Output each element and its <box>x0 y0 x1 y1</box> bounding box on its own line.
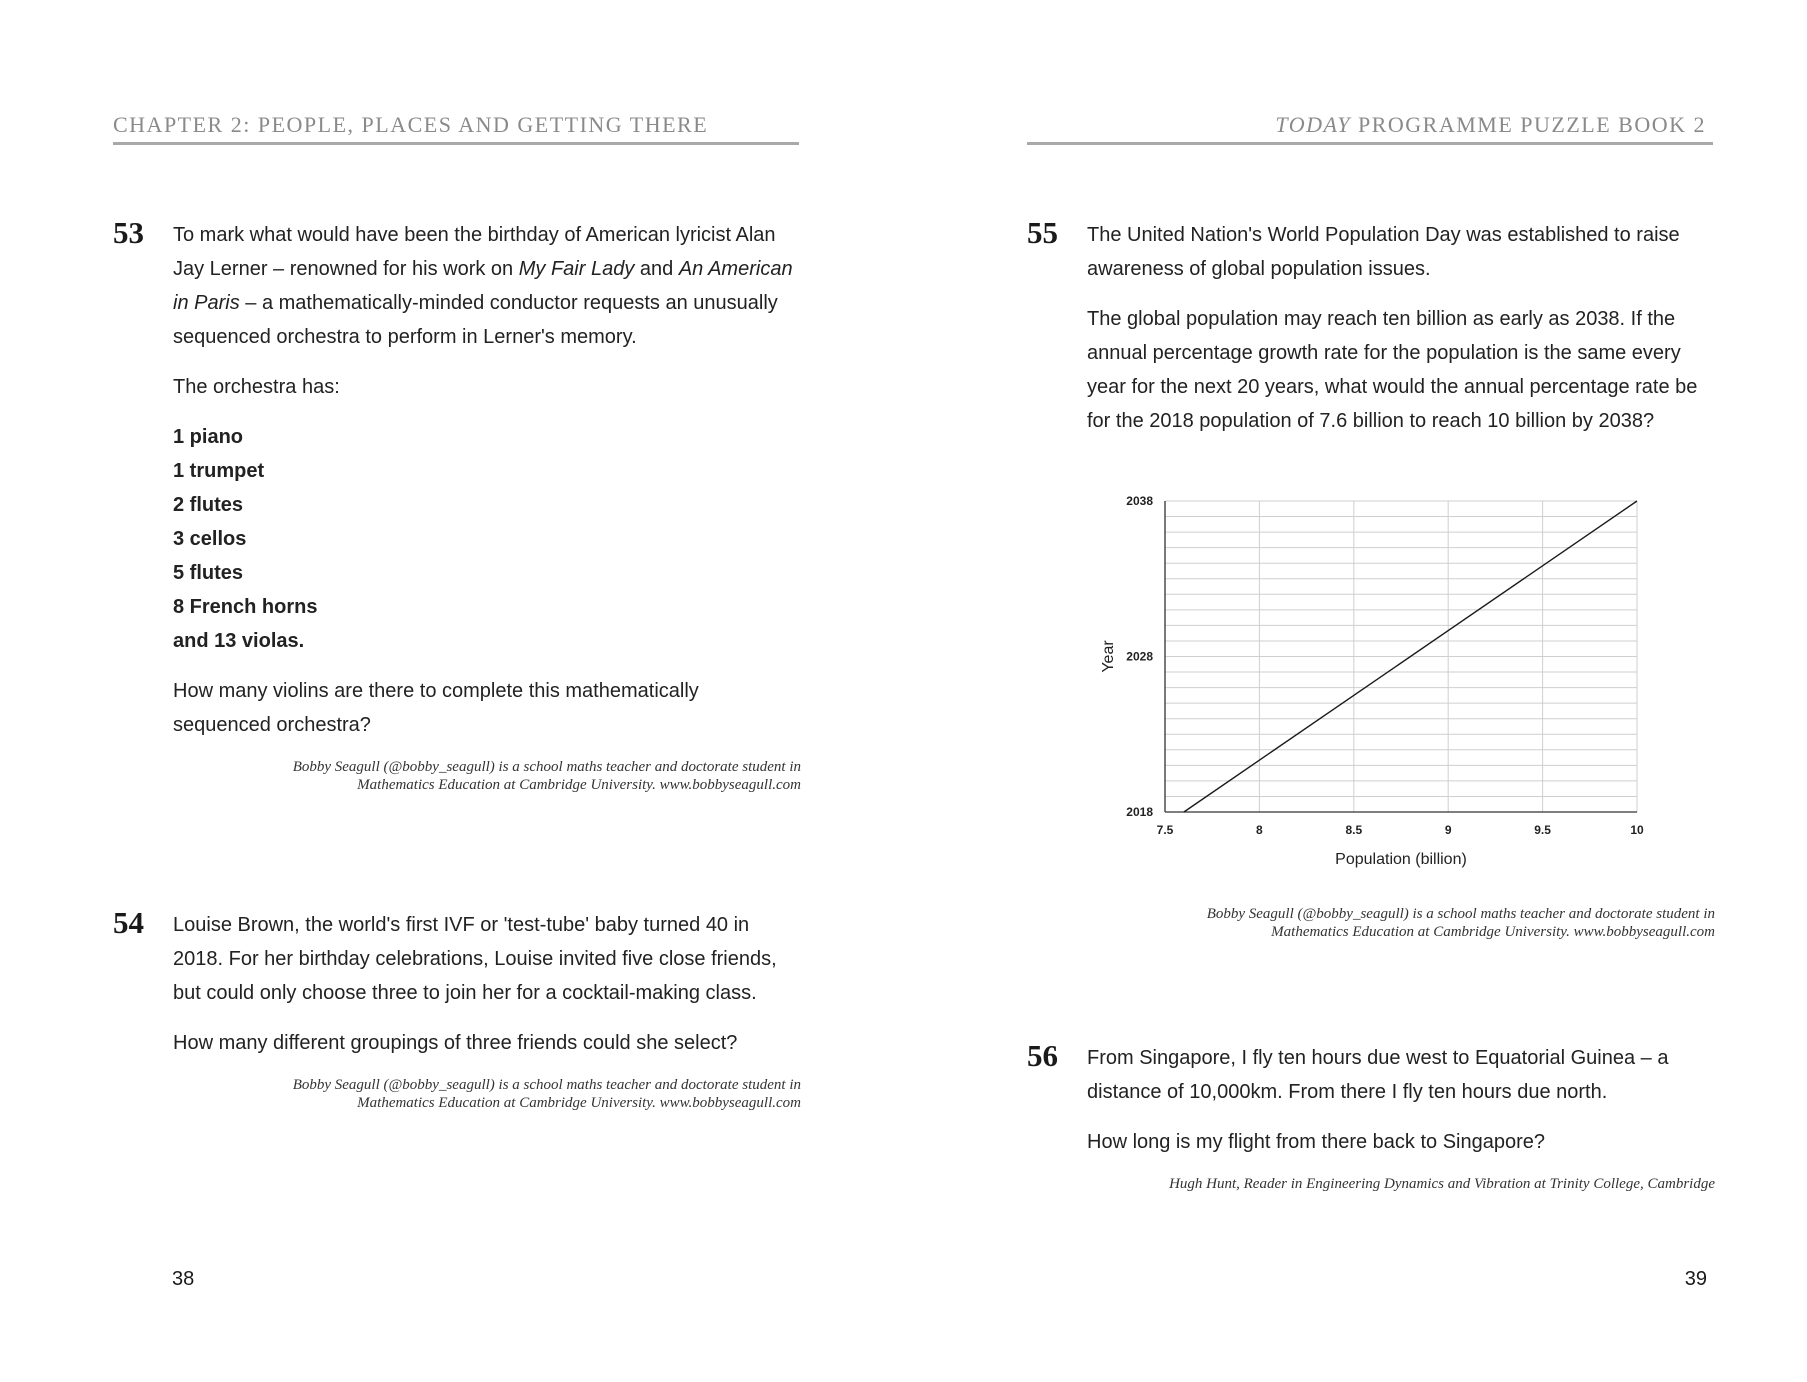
x-axis-label: Population (billion) <box>1335 851 1467 868</box>
x-tick-label: 10 <box>1630 823 1644 837</box>
puzzle-paragraph: The United Nation's World Population Day was established to raise awareness of global population issues. <box>1087 224 1680 280</box>
x-tick-label: 9.5 <box>1534 823 1551 837</box>
puzzle-number: 53 <box>113 215 144 250</box>
running-head-left: CHAPTER 2: PEOPLE, PLACES AND GETTING THERE <box>113 112 709 137</box>
list-item: 8 French horns <box>173 596 318 618</box>
puzzle-paragraph: The orchestra has: <box>173 376 340 398</box>
y-tick-label: 2018 <box>1126 805 1153 819</box>
puzzle-53 <box>113 215 801 794</box>
puzzle-question: How many violins are there to complete this mathematically sequenced orchestra? <box>173 680 699 736</box>
page-number: 38 <box>172 1268 195 1290</box>
puzzle-54 <box>113 905 801 1112</box>
orchestra-list <box>173 420 801 658</box>
puzzle-56 <box>1027 1038 1715 1193</box>
puzzle-55 <box>1027 215 1715 454</box>
header-rule <box>113 142 799 145</box>
puzzle-body <box>173 905 801 1060</box>
text-span: – a mathematically-minded conductor requests an unusually sequenced orchestra to perform in Lerner's memory. <box>173 292 778 348</box>
header-rule <box>1027 142 1713 145</box>
x-tick-label: 8.5 <box>1345 823 1363 837</box>
list-item: 3 cellos <box>173 528 247 550</box>
list-item: 2 flutes <box>173 494 244 516</box>
puzzle-number: 54 <box>113 905 144 940</box>
credit-line: Mathematics Education at Cambridge University. www.bobbyseagull.com <box>357 777 801 793</box>
puzzle-number: 56 <box>1027 1038 1058 1073</box>
running-head-italic: TODAY <box>1275 112 1351 137</box>
puzzle-question: How long is my flight from there back to Singapore? <box>1087 1131 1545 1153</box>
credit-line: Bobby Seagull (@bobby_seagull) is a school maths teacher and doctorate student in <box>292 1077 801 1093</box>
credit-line: Mathematics Education at Cambridge University. www.bobbyseagull.com <box>357 1095 801 1111</box>
list-item: 5 flutes <box>173 562 244 584</box>
left-page <box>0 0 903 1382</box>
author-credit <box>113 758 801 794</box>
x-tick-label: 7.5 <box>1156 823 1174 837</box>
x-tick-label: 9 <box>1444 823 1452 837</box>
running-head-rest: PROGRAMME PUZZLE BOOK 2 <box>1350 112 1706 137</box>
text-span: and <box>634 258 679 280</box>
author-credit <box>1027 905 1715 941</box>
author-credit: Hugh Hunt, Reader in Engineering Dynamics and Vibration at Trinity College, Cambridge <box>1169 1176 1715 1192</box>
x-tick-label: 8 <box>1256 823 1263 837</box>
puzzle-body <box>173 215 801 742</box>
y-axis-label: Year <box>1100 640 1117 673</box>
running-head-right <box>1275 112 1706 138</box>
page-number: 39 <box>1684 1268 1707 1290</box>
y-tick-label: 2038 <box>1126 494 1153 508</box>
puzzle-body <box>1087 1038 1715 1159</box>
title-american-in-paris: An American in Paris <box>173 258 793 314</box>
puzzle-55-credit <box>1027 899 1715 941</box>
credit-line: Bobby Seagull (@bobby_seagull) is a school maths teacher and doctorate student in <box>1206 906 1715 922</box>
credit-line: Mathematics Education at Cambridge University. www.bobbyseagull.com <box>1271 924 1715 940</box>
puzzle-paragraph <box>173 218 801 354</box>
puzzle-number: 55 <box>1027 215 1058 250</box>
list-item: and 13 violas. <box>173 630 305 652</box>
population-growth-chart <box>1080 485 1660 875</box>
text-span: To mark what would have been the birthday of American lyricist Alan Jay Lerner – renowned for his work on <box>173 224 776 280</box>
puzzle-question: How many different groupings of three friends could she select? <box>173 1032 738 1054</box>
y-tick-label: 2028 <box>1126 649 1153 664</box>
puzzle-paragraph: From Singapore, I fly ten hours due west to Equatorial Guinea – a distance of 10,000km. From there I fly ten hours due north. <box>1087 1047 1669 1103</box>
puzzle-paragraph: Louise Brown, the world's first IVF or 'test-tube' baby turned 40 in 2018. For her birthday celebrations, Louise invited five close friends, but could only choose three to join her for a cocktail-making class. <box>173 914 777 1004</box>
credit-line: Bobby Seagull (@bobby_seagull) is a school maths teacher and doctorate student in <box>292 759 801 775</box>
title-my-fair-lady: My Fair Lady <box>518 258 635 280</box>
list-item: 1 piano <box>173 426 244 448</box>
author-credit <box>113 1076 801 1112</box>
puzzle-body <box>1087 215 1715 438</box>
puzzle-question: The global population may reach ten billion as early as 2038. If the annual percentage growth rate for the population is the same every year for the next 20 years, what would the annual percentage rate be for the 2018 population of 7.6 billion to reach 10 billion by 2038? <box>1087 308 1698 432</box>
list-item: 1 trumpet <box>173 460 265 482</box>
